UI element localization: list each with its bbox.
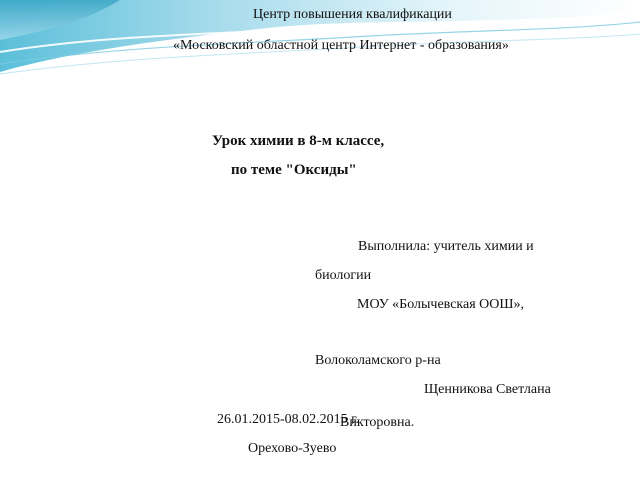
title-line-1: Урок химии в 8-м классе, [212, 133, 385, 149]
author-line-2: биологии [315, 268, 372, 283]
header-line-1: Центр повышения квалификации [253, 7, 452, 22]
header-line-2: «Московский областной центр Интернет - образования» [173, 38, 509, 53]
author-line-4: Волоколамского р-на [315, 353, 441, 368]
author-line-6: Викторовна. [340, 415, 415, 430]
author-line-1: Выполнила: учитель химии и [358, 239, 534, 254]
author-line-3: МОУ «Болычевская ООШ», [357, 297, 525, 312]
footer-dates: 26.01.2015-08.02.2015 г. [217, 412, 359, 427]
footer-city: Орехово-Зуево [248, 441, 337, 456]
author-line-5: Щенникова Светлана [424, 382, 551, 397]
title-line-2: по теме "Оксиды" [231, 162, 357, 178]
